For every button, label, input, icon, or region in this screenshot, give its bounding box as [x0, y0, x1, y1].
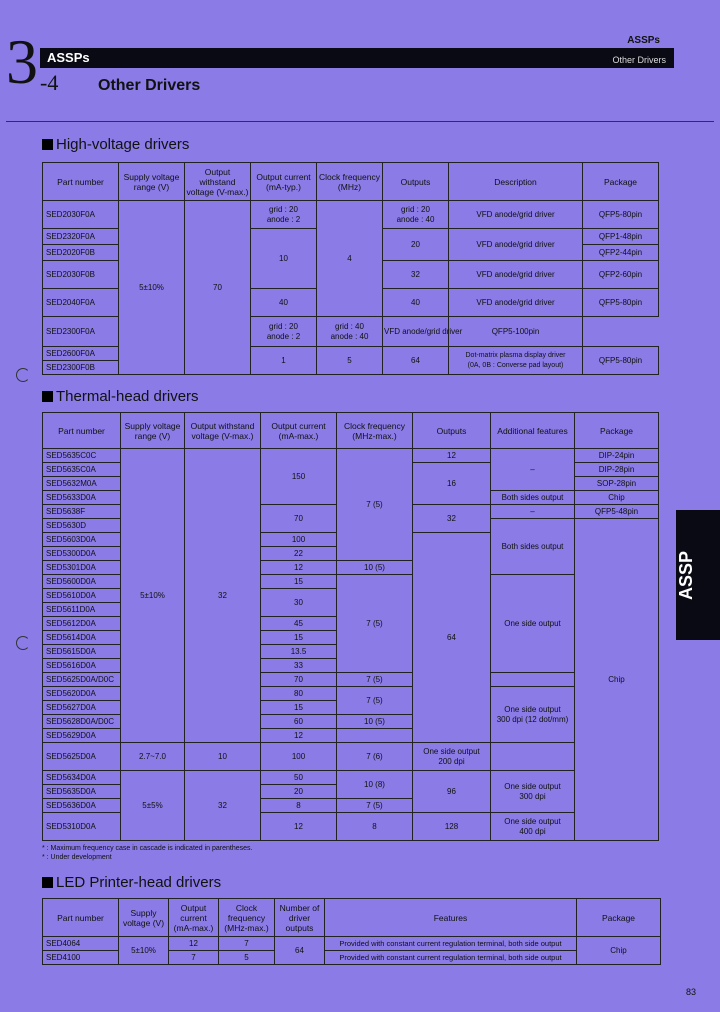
- additional-features: One side output: [491, 575, 575, 673]
- outputs: grid : 40 anode : 40: [317, 317, 383, 347]
- supply-voltage: 2.7~7.0: [121, 743, 185, 771]
- outputs: 128: [413, 813, 491, 841]
- part-number: SED5633D0A: [43, 491, 121, 505]
- part-number: SED5300D0A: [43, 547, 121, 561]
- output-current: 45: [261, 617, 337, 631]
- output-current: 22: [261, 547, 337, 561]
- part-number: SED4100: [43, 951, 119, 965]
- package: QFP5-80pin: [583, 347, 659, 375]
- output-current: grid : 20 anode : 2: [251, 201, 317, 229]
- section-thermal-head: Thermal-head drivers: [42, 388, 199, 405]
- section-high-voltage: High-voltage drivers: [42, 136, 189, 153]
- additional-features: Both sides output: [491, 519, 575, 575]
- col-header: Outputs: [383, 163, 449, 201]
- supply-voltage: 5±10%: [119, 201, 185, 375]
- col-header: Number of driver outputs: [275, 899, 325, 937]
- clock-frequency: 7 (6): [337, 743, 413, 771]
- output-current: 10: [251, 229, 317, 289]
- features: Provided with constant current regulation terminal, both side output: [325, 937, 577, 951]
- col-header: Output withstand voltage (V-max.): [185, 413, 261, 449]
- part-number: SED2320F0A: [43, 229, 119, 245]
- package: QFP1-48pin: [583, 229, 659, 245]
- outputs: 96: [413, 771, 491, 813]
- output-current: 15: [261, 575, 337, 589]
- part-number: SED5616D0A: [43, 659, 121, 673]
- col-header: Clock frequency (MHz-max.): [337, 413, 413, 449]
- header-bar: [40, 48, 674, 68]
- page-title: Other Drivers: [98, 77, 201, 94]
- supply-voltage: 5±10%: [119, 937, 169, 965]
- header-bar-title: ASSPs: [47, 50, 90, 65]
- additional-features: One side output 400 dpi: [491, 813, 575, 841]
- part-number: SED5635D0A: [43, 785, 121, 799]
- clock-frequency: 7 (5): [337, 575, 413, 673]
- part-number: SED5610D0A: [43, 589, 121, 603]
- additional-features: One side output 300 dpi (12 dot/mm): [491, 687, 575, 743]
- output-current: 100: [261, 533, 337, 547]
- description: VFD anode/grid driver: [383, 317, 449, 347]
- output-current: 70: [261, 505, 337, 533]
- output-current: 15: [261, 631, 337, 645]
- output-current: 12: [169, 937, 219, 951]
- package: SOP-28pin: [575, 477, 659, 491]
- part-number: SED5627D0A: [43, 701, 121, 715]
- outputs: 32: [383, 261, 449, 289]
- outputs: 64: [383, 347, 449, 375]
- package: Chip: [575, 491, 659, 505]
- clock-frequency: 10 (8): [337, 771, 413, 799]
- part-number: SED2300F0B: [43, 361, 119, 375]
- additional-features: Both sides output: [491, 491, 575, 505]
- led-table: [42, 898, 661, 965]
- part-number: SED2600F0A: [43, 347, 119, 361]
- output-current: 15: [261, 701, 337, 715]
- outputs: 40: [383, 289, 449, 317]
- footnote: * : Under development: [42, 854, 112, 861]
- col-header: Clock frequency (MHz-max.): [219, 899, 275, 937]
- withstand-voltage: 32: [185, 449, 261, 743]
- part-number: SED5625D0A: [43, 743, 121, 771]
- outputs: 16: [413, 463, 491, 505]
- clock-frequency: 4: [317, 201, 383, 317]
- outputs: 20: [383, 229, 449, 261]
- clock-frequency: 7 (5): [337, 449, 413, 561]
- package: DIP-28pin: [575, 463, 659, 477]
- clock-frequency: 7 (5): [337, 799, 413, 813]
- clock-frequency: 10 (5): [337, 561, 413, 575]
- output-current: grid : 20 anode : 2: [251, 317, 317, 347]
- description: VFD anode/grid driver: [449, 229, 583, 261]
- additional-features: [491, 673, 575, 687]
- package: QFP2-60pin: [583, 261, 659, 289]
- package: Chip: [577, 937, 661, 965]
- part-number: SED5612D0A: [43, 617, 121, 631]
- output-current: 12: [261, 813, 337, 841]
- clock-frequency: 7 (5): [337, 673, 413, 687]
- part-number: SED2020F0B: [43, 245, 119, 261]
- description: VFD anode/grid driver: [449, 289, 583, 317]
- clock-frequency: 7 (5): [337, 687, 413, 715]
- description: VFD anode/grid driver: [449, 261, 583, 289]
- output-current: 13.5: [261, 645, 337, 659]
- part-number: SED5630D: [43, 519, 121, 533]
- output-current: 60: [261, 715, 337, 729]
- package: QFP2-44pin: [583, 245, 659, 261]
- withstand-voltage: 70: [185, 201, 251, 375]
- description: VFD anode/grid driver: [449, 201, 583, 229]
- col-header: Additional features: [491, 413, 575, 449]
- clock-frequency: 10 (5): [337, 715, 413, 729]
- output-current: 50: [261, 771, 337, 785]
- col-header: Output current (mA-max.): [169, 899, 219, 937]
- output-current: 7: [169, 951, 219, 965]
- col-header: Features: [325, 899, 577, 937]
- output-current: 40: [251, 289, 317, 317]
- output-current: 12: [261, 729, 337, 743]
- chapter-subnumber: -4: [40, 70, 59, 95]
- part-number: SED5600D0A: [43, 575, 121, 589]
- col-header: Outputs: [413, 413, 491, 449]
- part-number: SED5629D0A: [43, 729, 121, 743]
- part-number: SED5614D0A: [43, 631, 121, 645]
- clock-frequency: [337, 729, 413, 743]
- part-number: SED2030F0B: [43, 261, 119, 289]
- package: QFP5-80pin: [583, 289, 659, 317]
- binder-hole: [16, 636, 30, 650]
- col-header: Clock frequency (MHz): [317, 163, 383, 201]
- part-number: SED5638F: [43, 505, 121, 519]
- part-number: SED4064: [43, 937, 119, 951]
- package: QFP5-48pin: [575, 505, 659, 519]
- outputs: 32: [413, 505, 491, 533]
- header-bar-subtitle: Other Drivers: [612, 55, 666, 65]
- header-top-right: ASSPs: [627, 35, 660, 46]
- col-header: Supply voltage range (V): [121, 413, 185, 449]
- part-number: SED5635C0C: [43, 449, 121, 463]
- additional-features: –: [491, 505, 575, 519]
- package: DIP-24pin: [575, 449, 659, 463]
- output-current: 8: [261, 799, 337, 813]
- outputs: 64: [413, 533, 491, 743]
- output-current: 70: [261, 673, 337, 687]
- output-current: 100: [261, 743, 337, 771]
- number-of-outputs: 64: [275, 937, 325, 965]
- part-number: SED5625D0A/D0C: [43, 673, 121, 687]
- supply-voltage: 5±5%: [121, 771, 185, 841]
- col-header: Supply voltage range (V): [119, 163, 185, 201]
- additional-features: –: [491, 449, 575, 491]
- part-number: SED5611D0A: [43, 603, 121, 617]
- header-rule: [6, 121, 714, 122]
- col-header: Part number: [43, 163, 119, 201]
- col-header: Output current (mA-typ.): [251, 163, 317, 201]
- part-number: SED2030F0A: [43, 201, 119, 229]
- col-header: Part number: [43, 899, 119, 937]
- output-current: 1: [251, 347, 317, 375]
- part-number: SED5620D0A: [43, 687, 121, 701]
- col-header: Package: [575, 413, 659, 449]
- part-number: SED5634D0A: [43, 771, 121, 785]
- supply-voltage: 5±10%: [121, 449, 185, 743]
- part-number: SED5310D0A: [43, 813, 121, 841]
- chapter-number: 3: [6, 26, 38, 97]
- withstand-voltage: 10: [185, 743, 261, 771]
- package: QFP5-100pin: [449, 317, 583, 347]
- part-number: SED5615D0A: [43, 645, 121, 659]
- col-header: Description: [449, 163, 583, 201]
- side-tab-label: ASSP: [676, 550, 696, 600]
- additional-features: One side output 300 dpi: [491, 771, 575, 813]
- features: Provided with constant current regulation terminal, both side output: [325, 951, 577, 965]
- footnote: * : Maximum frequency case in cascade is indicated in parentheses.: [42, 845, 253, 852]
- output-current: 33: [261, 659, 337, 673]
- output-current: 20: [261, 785, 337, 799]
- output-current: 150: [261, 449, 337, 505]
- outputs: 12: [413, 449, 491, 463]
- part-number: SED5628D0A/D0C: [43, 715, 121, 729]
- col-header: Package: [583, 163, 659, 201]
- part-number: SED5636D0A: [43, 799, 121, 813]
- part-number: SED2300F0A: [43, 317, 119, 347]
- col-header: Package: [577, 899, 661, 937]
- package: QFP5-80pin: [583, 201, 659, 229]
- col-header: Output current (mA-max.): [261, 413, 337, 449]
- withstand-voltage: 32: [185, 771, 261, 841]
- output-current: 12: [261, 561, 337, 575]
- clock-frequency: 5: [317, 347, 383, 375]
- page-number: 83: [685, 987, 696, 997]
- description: Dot-matrix plasma display driver (0A, 0B : Converse pad layout): [449, 347, 583, 375]
- output-current: 30: [261, 589, 337, 617]
- part-number: SED2040F0A: [43, 289, 119, 317]
- col-header: Part number: [43, 413, 121, 449]
- part-number: SED5603D0A: [43, 533, 121, 547]
- outputs: grid : 20 anode : 40: [383, 201, 449, 229]
- thermal-head-table: [42, 412, 659, 841]
- part-number: SED5635C0A: [43, 463, 121, 477]
- output-current: 80: [261, 687, 337, 701]
- clock-frequency: 8: [337, 813, 413, 841]
- binder-hole: [16, 368, 30, 382]
- package: Chip: [575, 519, 659, 841]
- col-header: Supply voltage (V): [119, 899, 169, 937]
- part-number: SED5632M0A: [43, 477, 121, 491]
- clock-frequency: 7: [219, 937, 275, 951]
- clock-frequency: 5: [219, 951, 275, 965]
- part-number: SED5301D0A: [43, 561, 121, 575]
- additional-features: One side output 200 dpi: [413, 743, 491, 771]
- col-header: Output withstand voltage (V-max.): [185, 163, 251, 201]
- high-voltage-table: [42, 162, 659, 375]
- section-led-printer-head: LED Printer-head drivers: [42, 874, 221, 891]
